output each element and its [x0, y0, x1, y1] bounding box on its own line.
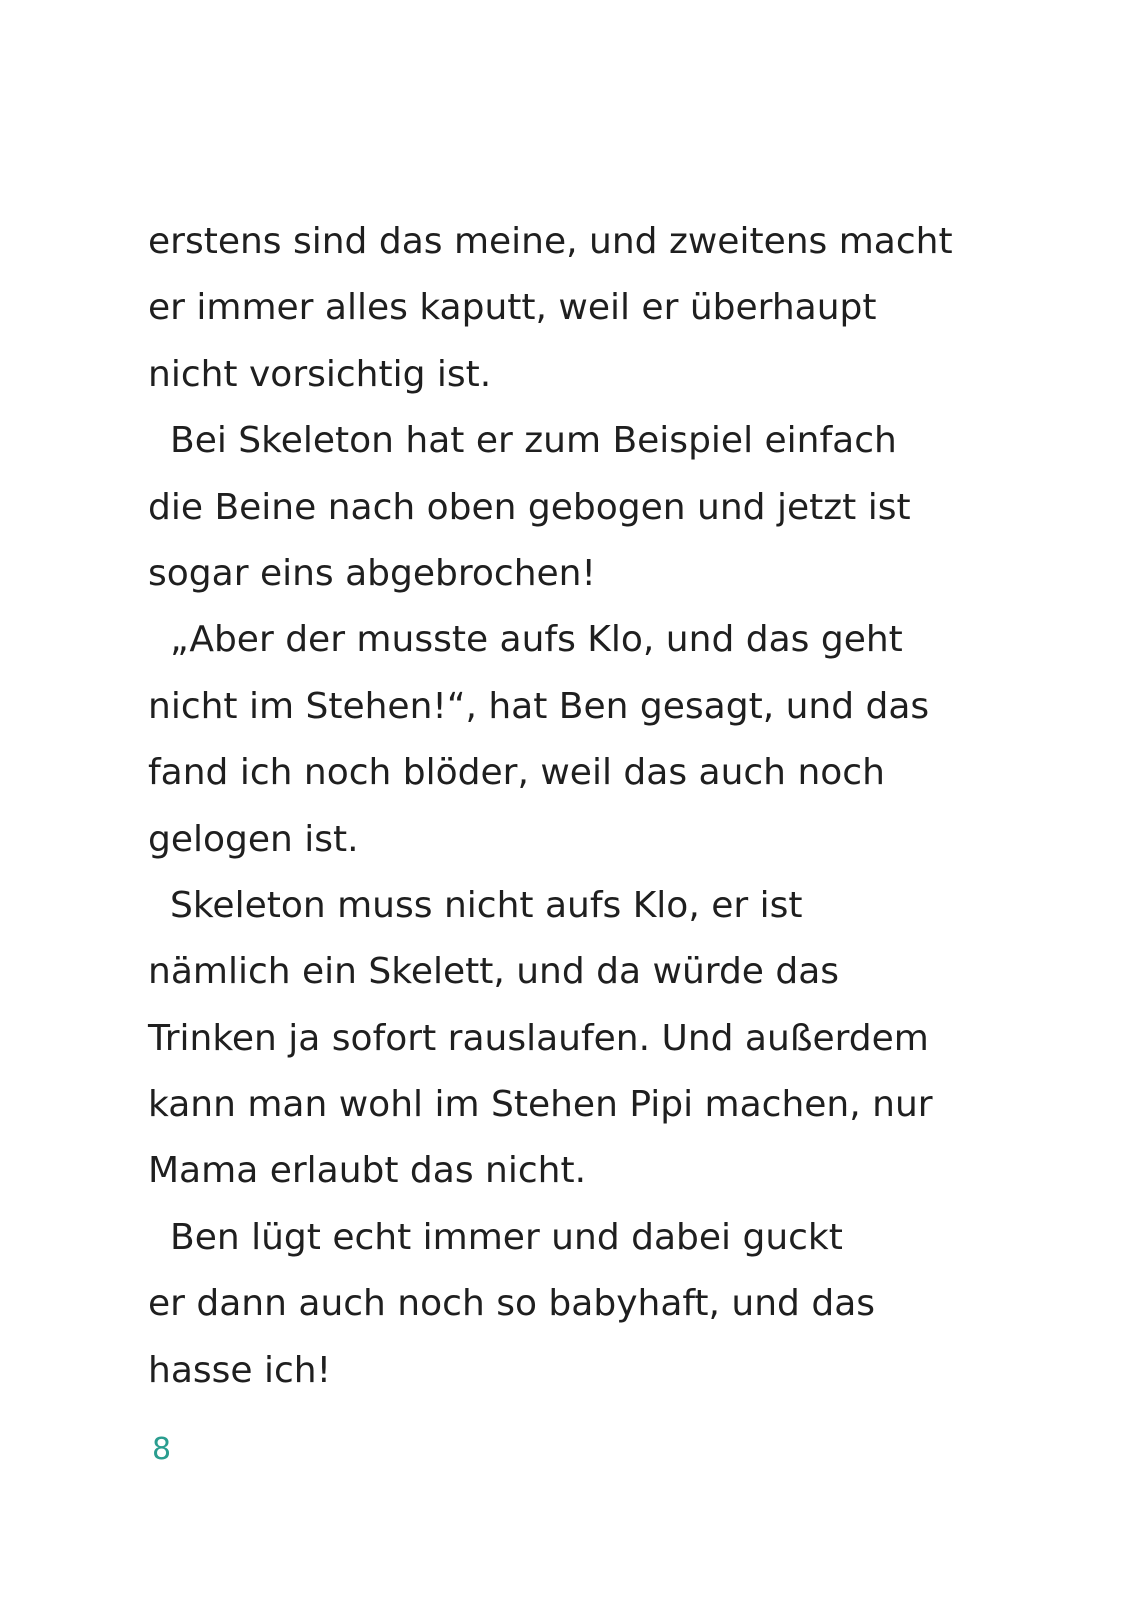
text-line: sogar eins abgebrochen!	[148, 552, 596, 594]
paragraph-start-line: Ben lügt echt immer und dabei guckt	[170, 1216, 843, 1258]
text-line: nicht im Stehen!“, hat Ben gesagt, und das	[148, 685, 930, 727]
text-line: er dann auch noch so babyhaft, und das	[148, 1283, 876, 1325]
paragraph-start-line: Skeleton muss nicht aufs Klo, er ist	[170, 884, 803, 926]
text-line: erstens sind das meine, und zweitens macht	[148, 221, 953, 262]
text-line: er immer alles kaputt, weil er überhaupt	[148, 287, 877, 329]
text-line: fand ich noch blöder, weil das auch noch	[148, 752, 885, 794]
text-line: Mama erlaubt das nicht.	[148, 1150, 587, 1192]
text-line: die Beine nach oben gebogen und jetzt ist	[148, 486, 911, 528]
text-line: hasse ich!	[148, 1349, 332, 1391]
paragraph-start-line: Bei Skeleton hat er zum Beispiel einfach	[170, 420, 897, 462]
text-line: kann man wohl im Stehen Pipi machen, nur	[148, 1084, 933, 1126]
text-line: gelogen ist.	[148, 818, 359, 860]
page-number: 8	[152, 1432, 172, 1467]
paragraph-start-line: „Aber der musste aufs Klo, und das geht	[170, 619, 903, 661]
text-line: nämlich ein Skelett, und da würde das	[148, 951, 840, 993]
text-line: nicht vorsichtig ist.	[148, 353, 492, 395]
text-line: Trinken ja sofort rauslaufen. Und außerdem	[148, 1017, 929, 1059]
body-text	[148, 212, 1008, 1407]
